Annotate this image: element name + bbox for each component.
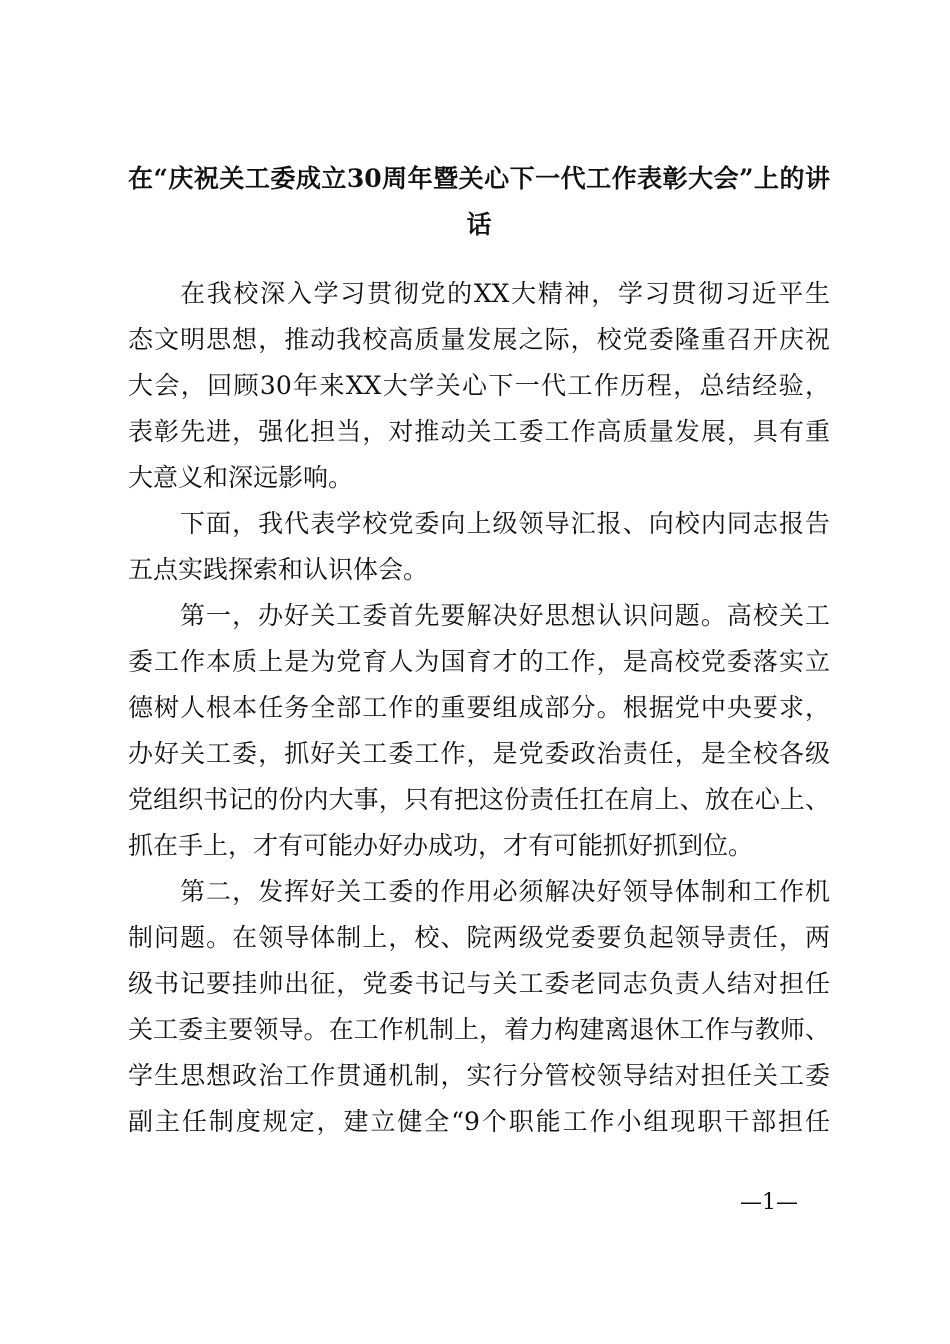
- title-line-2: 话: [466, 210, 492, 239]
- paragraph-line: 态文明思想，推动我校高质量发展之际，校党委隆重召开庆祝: [128, 325, 830, 354]
- page-number: —1—: [740, 1190, 798, 1215]
- paragraph-line: 大会，回顾30年来XX大学关心下一代工作历程，总结经验，: [128, 371, 830, 400]
- paragraph-line: 制问题。在领导体制上，校、院两级党委要负起领导责任，两: [128, 923, 830, 952]
- paragraph-line: 委工作本质上是为党育人为国育才的工作，是高校党委落实立: [128, 647, 830, 676]
- paragraph-line: 在我校深入学习贯彻党的XX大精神，学习贯彻习近平生: [180, 279, 830, 308]
- paragraph-line: 党组织书记的份内大事，只有把这份责任扛在肩上、放在心上、: [128, 785, 830, 814]
- paragraph-line: 第二，发挥好关工委的作用必须解决好领导体制和工作机: [180, 877, 830, 906]
- document-title: [128, 156, 830, 248]
- document-body: [128, 271, 830, 1145]
- paragraph: [128, 869, 830, 1145]
- paragraph: [128, 501, 830, 593]
- paragraph-line: 级书记要挂帅出征，党委书记与关工委老同志负责人结对担任: [128, 969, 830, 998]
- paragraph-line: 五点实践探索和认识体会。: [128, 555, 429, 584]
- paragraph-line: 第一，办好关工委首先要解决好思想认识问题。高校关工: [180, 601, 830, 630]
- paragraph-line: 大意义和深远影响。: [128, 463, 354, 492]
- paragraph-line: 关工委主要领导。在工作机制上，着力构建离退休工作与教师、: [128, 1015, 830, 1044]
- paragraph: [128, 593, 830, 869]
- paragraph-line: 办好关工委，抓好关工委工作，是党委政治责任，是全校各级: [128, 739, 830, 768]
- paragraph: [128, 271, 830, 501]
- paragraph-line: 抓在手上，才有可能办好办成功，才有可能抓好抓到位。: [128, 831, 754, 860]
- paragraph-line: 德树人根本任务全部工作的重要组成部分。根据党中央要求，: [128, 693, 830, 722]
- paragraph-line: 表彰先进，强化担当，对推动关工委工作高质量发展，具有重: [128, 417, 830, 446]
- paragraph-line: 下面，我代表学校党委向上级领导汇报、向校内同志报告: [180, 509, 830, 538]
- paragraph-line: 副主任制度规定，建立健全“9个职能工作小组现职干部担任: [128, 1107, 830, 1136]
- paragraph-line: 学生思想政治工作贯通机制，实行分管校领导结对担任关工委: [128, 1061, 830, 1090]
- title-line-1: 在“庆祝关工委成立30周年暨关心下一代工作表彰大会”上的讲: [128, 164, 830, 193]
